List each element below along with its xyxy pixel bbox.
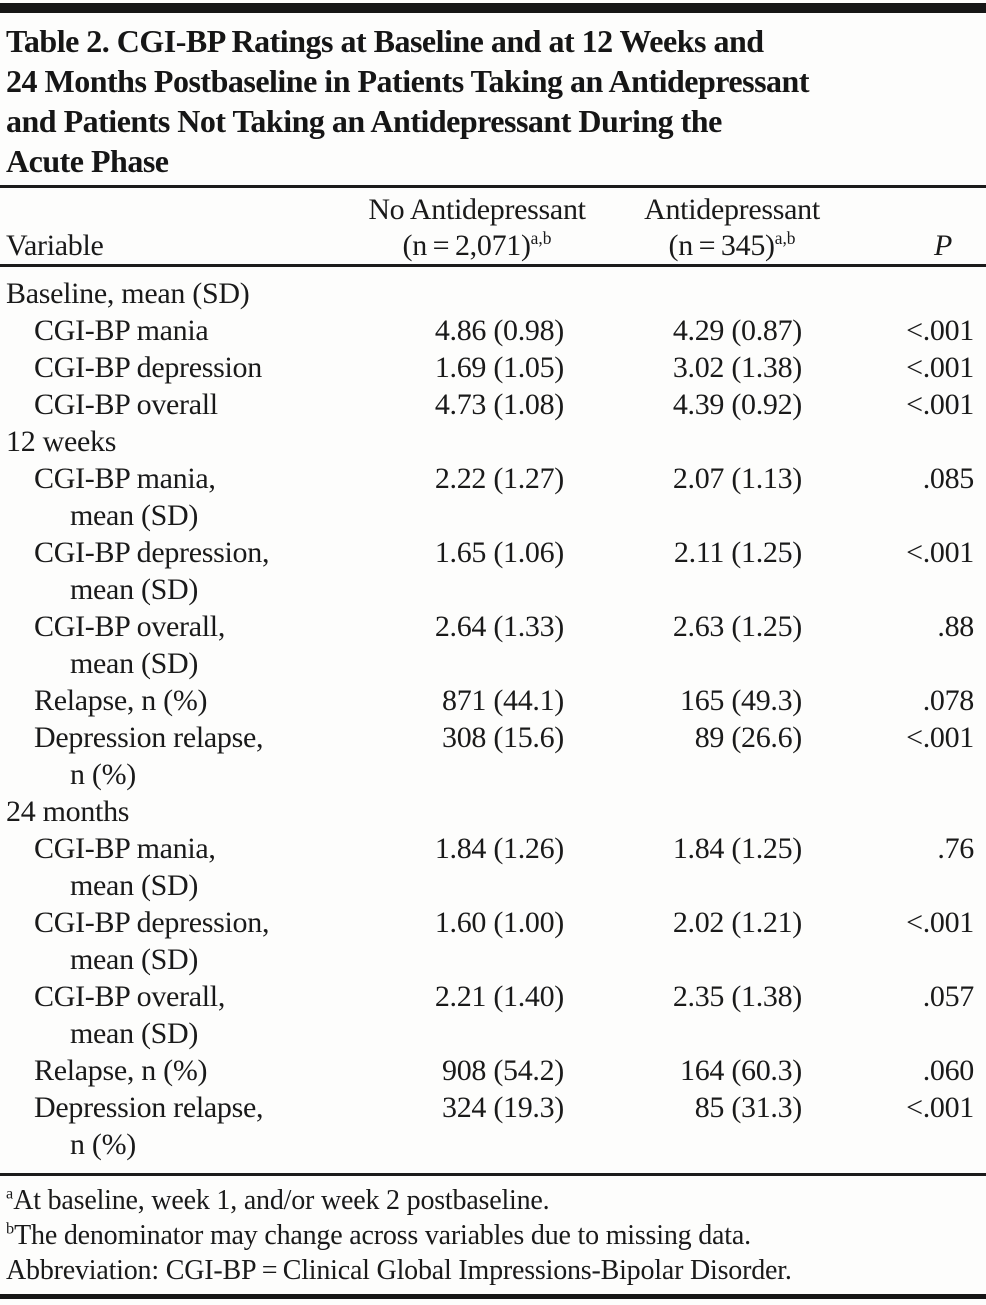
variable-label: [6, 830, 346, 904]
variable-label-text: CGI-BP depression: [34, 351, 262, 384]
variable-label: [6, 423, 346, 460]
variable-label: [6, 793, 346, 830]
variable-label-text: Relapse, n (%): [34, 1054, 208, 1087]
variable-label-text: CGI-BP overall,: [34, 610, 226, 643]
variable-label-continuation: mean (SD): [70, 943, 199, 976]
table-row: [6, 904, 978, 978]
table-row: [6, 423, 978, 460]
footnote-text: The denominator may change across variables due to missing data.: [14, 1220, 751, 1251]
antidepressant-value: 2.02 (1.21): [672, 906, 802, 939]
table-row: [6, 312, 978, 349]
variable-label: [6, 719, 346, 793]
variable-label-text: Depression relapse,: [34, 721, 264, 754]
variable-label-text: Relapse, n (%): [34, 684, 208, 717]
footnote: [6, 1253, 978, 1288]
table-title-line: Table 2. CGI-BP Ratings at Baseline and at 12 Weeks and: [6, 23, 764, 59]
table-row: [6, 1052, 978, 1089]
variable-label-text: 12 weeks: [6, 425, 117, 458]
footnote-text: At baseline, week 1, and/or week 2 postbaseline.: [13, 1185, 550, 1216]
p-value: .88: [937, 610, 974, 643]
footnote-marker: a,b: [774, 228, 796, 248]
top-rule: [0, 3, 986, 13]
column-header-no-antidepressant: No Antidepressant: [368, 193, 586, 226]
column-header-p: P: [933, 229, 952, 262]
variable-label-text: Depression relapse,: [34, 1091, 264, 1124]
table-row: [6, 793, 978, 830]
antidepressant-value: 3.02 (1.38): [672, 351, 802, 384]
table-row: [6, 460, 978, 534]
p-value: <.001: [906, 1091, 974, 1124]
antidepressant-value: 4.29 (0.87): [672, 314, 802, 347]
variable-label: [6, 682, 346, 719]
p-value: <.001: [906, 314, 974, 347]
table-header: [0, 188, 986, 264]
p-value: <.001: [906, 351, 974, 384]
variable-label: [6, 349, 346, 386]
variable-label-continuation: mean (SD): [70, 869, 199, 902]
footnote-text: Abbreviation: CGI-BP = Clinical Global Impressions-Bipolar Disorder.: [6, 1255, 792, 1286]
variable-label: [6, 904, 346, 978]
no-antidepressant-value: 4.86 (0.98): [434, 314, 564, 347]
column-header-variable: Variable: [6, 229, 104, 262]
no-antidepressant-value: 908 (54.2): [442, 1054, 564, 1087]
variable-label-text: CGI-BP mania,: [34, 832, 216, 865]
variable-label: [6, 608, 346, 682]
antidepressant-value: 89 (26.6): [694, 721, 802, 754]
table-title-line: and Patients Not Taking an Antidepressant During the: [6, 103, 722, 139]
footnote-marker: b: [6, 1219, 15, 1238]
table-row: [6, 534, 978, 608]
no-antidepressant-value: 4.73 (1.08): [434, 388, 564, 421]
variable-label: [6, 978, 346, 1052]
variable-label: [6, 386, 346, 423]
no-antidepressant-value: 1.69 (1.05): [434, 351, 564, 384]
table-footnotes: [0, 1176, 986, 1294]
p-value: .060: [922, 1054, 974, 1087]
column-header-antidepressant: Antidepressant: [644, 193, 820, 226]
variable-label-text: CGI-BP overall,: [34, 980, 226, 1013]
table-body: [0, 267, 986, 1173]
no-antidepressant-value: 1.65 (1.06): [434, 536, 564, 569]
variable-label: [6, 275, 346, 312]
variable-label: [6, 312, 346, 349]
variable-label-text: CGI-BP depression,: [34, 906, 270, 939]
table-row: [6, 386, 978, 423]
table-title-line: 24 Months Postbaseline in Patients Taking an Antidepressant: [6, 63, 809, 99]
variable-label-text: Baseline, mean (SD): [6, 277, 250, 310]
table-row: [6, 275, 978, 312]
column-header-antidepressant-n: [608, 228, 856, 264]
variable-label: [6, 1052, 346, 1089]
antidepressant-value: 1.84 (1.25): [672, 832, 802, 865]
footnote: [6, 1183, 978, 1218]
p-value: <.001: [906, 388, 974, 421]
antidepressant-value: 2.07 (1.13): [672, 462, 802, 495]
no-antidepressant-value: 1.84 (1.26): [434, 832, 564, 865]
p-value: .76: [937, 832, 974, 865]
variable-label-text: CGI-BP depression,: [34, 536, 270, 569]
no-antidepressant-value: 2.22 (1.27): [434, 462, 564, 495]
p-value: .057: [922, 980, 974, 1013]
table-row: [6, 682, 978, 719]
antidepressant-value: 2.35 (1.38): [672, 980, 802, 1013]
table-row: [6, 608, 978, 682]
no-antidepressant-value: 2.64 (1.33): [434, 610, 564, 643]
variable-label-continuation: mean (SD): [70, 573, 199, 606]
column-header-no-antidepressant-n: [346, 228, 608, 264]
table-title: [6, 21, 982, 181]
no-antidepressant-value: 324 (19.3): [442, 1091, 564, 1124]
variable-label: [6, 460, 346, 534]
variable-label-text: CGI-BP overall: [34, 388, 218, 421]
footnote-marker: a,b: [530, 228, 552, 248]
variable-label-text: CGI-BP mania,: [34, 462, 216, 495]
p-value: <.001: [906, 906, 974, 939]
antidepressant-value: 4.39 (0.92): [672, 388, 802, 421]
antidepressant-value: 164 (60.3): [680, 1054, 802, 1087]
table-row: [6, 1089, 978, 1163]
no-antidepressant-value: 308 (15.6): [442, 721, 564, 754]
variable-label-text: 24 months: [6, 795, 130, 828]
n-count: (n = 345): [668, 229, 775, 262]
table-row: [6, 349, 978, 386]
variable-label-continuation: n (%): [70, 1128, 136, 1161]
table-row: [6, 978, 978, 1052]
p-value: <.001: [906, 721, 974, 754]
variable-label-continuation: mean (SD): [70, 1017, 199, 1050]
footnote-marker: a: [6, 1184, 14, 1203]
table-row: [6, 719, 978, 793]
variable-label-continuation: n (%): [70, 758, 136, 791]
paper-table-page: [0, 3, 986, 1305]
table-title-line: Acute Phase: [6, 143, 169, 179]
variable-label-continuation: mean (SD): [70, 499, 199, 532]
variable-label-continuation: mean (SD): [70, 647, 199, 680]
variable-label-text: CGI-BP mania: [34, 314, 209, 347]
footnote: [6, 1218, 978, 1253]
antidepressant-value: 165 (49.3): [680, 684, 802, 717]
no-antidepressant-value: 2.21 (1.40): [434, 980, 564, 1013]
antidepressant-value: 85 (31.3): [694, 1091, 802, 1124]
table-row: [6, 830, 978, 904]
bottom-rule: [0, 1294, 986, 1299]
no-antidepressant-value: 871 (44.1): [442, 684, 564, 717]
no-antidepressant-value: 1.60 (1.00): [434, 906, 564, 939]
p-value: <.001: [906, 536, 974, 569]
antidepressant-value: 2.63 (1.25): [672, 610, 802, 643]
p-value: .085: [922, 462, 974, 495]
p-value: .078: [922, 684, 974, 717]
n-count: (n = 2,071): [402, 229, 531, 262]
variable-label: [6, 534, 346, 608]
antidepressant-value: 2.11 (1.25): [673, 536, 802, 569]
variable-label: [6, 1089, 346, 1163]
